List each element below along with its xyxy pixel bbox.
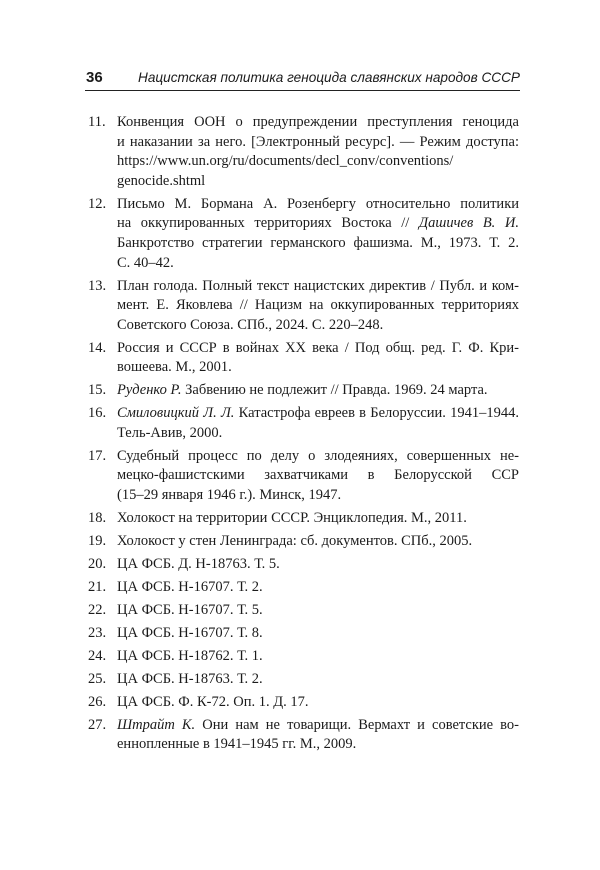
header-rule	[85, 90, 520, 91]
reference-line	[117, 277, 519, 297]
reference-line	[117, 601, 519, 621]
reference-entry	[88, 555, 519, 575]
reference-number: 13.	[88, 277, 107, 294]
reference-number: 25.	[88, 670, 107, 687]
reference-text	[117, 404, 519, 443]
reference-text-segment: ЦА ФСБ. Ф. К-72. Оп. 1. Д. 17.	[117, 693, 309, 710]
reference-entry	[88, 578, 519, 598]
reference-text	[117, 277, 519, 336]
running-head	[86, 68, 520, 88]
reference-entry	[88, 601, 519, 621]
reference-number: 27.	[88, 716, 107, 733]
reference-number: 26.	[88, 693, 107, 710]
reference-text-segment: и наказании за него. [Электронный ресурс]. — Режим доступа:	[117, 133, 519, 150]
reference-line	[117, 381, 519, 401]
reference-number: 22.	[88, 601, 107, 618]
reference-text-segment: Судебный процесс по делу о злодеяниях, совершенных не-	[117, 447, 519, 464]
reference-entry	[88, 670, 519, 690]
reference-number: 20.	[88, 555, 107, 572]
reference-entry	[88, 647, 519, 667]
reference-line	[117, 509, 519, 529]
author-name: Руденко Р.	[117, 382, 182, 399]
reference-line	[117, 195, 519, 215]
reference-entry	[88, 716, 519, 755]
reference-text-segment: https://www.un.org/ru/documents/decl_conv/conventions/	[117, 153, 454, 170]
reference-text	[117, 624, 519, 644]
reference-line	[117, 404, 519, 424]
reference-text	[117, 647, 519, 667]
reference-text-segment: ЦА ФСБ. Н-18763. Т. 2.	[117, 670, 263, 687]
reference-number: 19.	[88, 533, 107, 549]
reference-text-segment: Банкротство стратегии германского фашизма. М., 1973. Т. 2.	[117, 234, 519, 251]
reference-text-segment: Забвению не подлежит // Правда. 1969. 24 марта.	[181, 382, 488, 399]
reference-line	[117, 624, 519, 644]
reference-text	[117, 716, 519, 755]
reference-text-segment: Советского Союза. СПб., 2024. С. 220–248.	[117, 316, 384, 333]
reference-text	[117, 195, 519, 273]
running-title: Нацистская политика геноцида славянских народов СССР	[138, 70, 520, 85]
reference-text-segment: (15–29 января 1946 г.). Минск, 1947.	[117, 487, 342, 504]
reference-line	[117, 466, 519, 486]
reference-text-segment: мент. Е. Яковлева // Нацизм на оккупированных территориях	[117, 297, 519, 314]
reference-list	[88, 113, 519, 758]
reference-text-segment: вошеева. М., 2001.	[117, 359, 232, 376]
reference-entry	[88, 381, 519, 401]
reference-entry	[88, 693, 519, 713]
reference-number: 15.	[88, 382, 107, 399]
reference-text-segment: ЦА ФСБ. Н-16707. Т. 8.	[117, 624, 263, 641]
reference-number: 14.	[88, 339, 107, 356]
reference-number: 21.	[88, 578, 107, 595]
author-name: Смиловицкий Л. Л.	[117, 405, 235, 422]
reference-number: 17.	[88, 447, 107, 464]
reference-text	[117, 670, 519, 690]
reference-line	[117, 578, 519, 598]
reference-line	[117, 234, 519, 254]
reference-line	[117, 316, 519, 336]
reference-entry	[88, 277, 519, 336]
reference-entry	[88, 113, 519, 191]
reference-text-segment: еннопленные в 1941–1945 гг. М., 2009.	[117, 736, 357, 753]
reference-entry	[88, 447, 519, 506]
reference-entry	[88, 339, 519, 378]
reference-entry	[88, 624, 519, 644]
reference-line	[117, 172, 519, 192]
reference-text-segment: Холокост у стен Ленинграда: сб. документов. СПб., 2005.	[117, 533, 473, 549]
reference-line	[117, 133, 519, 153]
reference-line	[117, 296, 519, 316]
reference-entry	[88, 404, 519, 443]
reference-line	[117, 716, 519, 736]
reference-text-segment: ЦА ФСБ. Н-16707. Т. 2.	[117, 578, 263, 595]
reference-number: 12.	[88, 195, 107, 212]
reference-text-segment: Россия и СССР в войнах XX века / Под общ. ред. Г. Ф. Кри-	[117, 339, 519, 356]
reference-text	[117, 578, 519, 598]
reference-line	[117, 670, 519, 690]
reference-text	[117, 339, 519, 378]
reference-text	[117, 601, 519, 621]
reference-line	[117, 424, 519, 444]
reference-number: 23.	[88, 624, 107, 641]
reference-line	[117, 447, 519, 467]
reference-entry	[88, 532, 519, 552]
reference-text	[117, 381, 519, 401]
author-name: Штрайт К.	[117, 716, 196, 733]
reference-text	[117, 555, 519, 575]
reference-text-segment: мецко-фашистскими захватчиками в Белорусской ССР	[117, 467, 519, 484]
reference-line	[117, 532, 519, 552]
reference-text-segment: ЦА ФСБ. Н-16707. Т. 5.	[117, 601, 263, 618]
reference-text-segment: ЦА ФСБ. Д. Н-18763. Т. 5.	[117, 555, 280, 572]
reference-entry	[88, 509, 519, 529]
reference-line	[117, 735, 519, 755]
reference-number: 16.	[88, 405, 107, 422]
reference-line	[117, 152, 519, 172]
reference-line	[117, 339, 519, 359]
reference-text-segment: План голода. Полный текст нацистских директив / Публ. и ком-	[117, 277, 519, 294]
reference-text-segment: Катастрофа евреев в Белоруссии. 1941–1944.	[234, 405, 519, 422]
reference-entry	[88, 195, 519, 273]
reference-line	[117, 693, 519, 713]
reference-text-segment: С. 40–42.	[117, 254, 174, 271]
reference-text	[117, 509, 519, 529]
reference-text	[117, 532, 519, 552]
reference-line	[117, 214, 519, 234]
reference-text-segment: Холокост на территории СССР. Энциклопедия. М., 2011.	[117, 510, 467, 527]
reference-line	[117, 254, 519, 274]
reference-text-segment: genocide.shtml	[117, 172, 206, 189]
reference-line	[117, 486, 519, 506]
reference-line	[117, 358, 519, 378]
reference-text	[117, 693, 519, 713]
reference-text	[117, 447, 519, 506]
reference-number: 18.	[88, 510, 107, 527]
reference-text-segment: на оккупированных территориях Востока //	[117, 215, 419, 232]
reference-text-segment: Конвенция ООН о предупреждении преступления геноцида	[117, 114, 519, 130]
reference-line	[117, 113, 519, 133]
reference-number: 24.	[88, 647, 107, 664]
reference-line	[117, 555, 519, 575]
reference-text-segment: Тель-Авив, 2000.	[117, 424, 223, 441]
reference-text-segment: ЦА ФСБ. Н-18762. Т. 1.	[117, 647, 263, 664]
reference-text-segment: Письмо М. Бормана А. Розенбергу относительно политики	[117, 195, 519, 212]
author-name: Дашичев В. И.	[418, 215, 519, 232]
reference-text	[117, 113, 519, 191]
reference-text-segment: Они нам не товарищи. Вермахт и советские во-	[195, 716, 520, 733]
reference-number: 11.	[88, 114, 106, 130]
page-number: 36	[86, 69, 103, 86]
reference-line	[117, 647, 519, 667]
